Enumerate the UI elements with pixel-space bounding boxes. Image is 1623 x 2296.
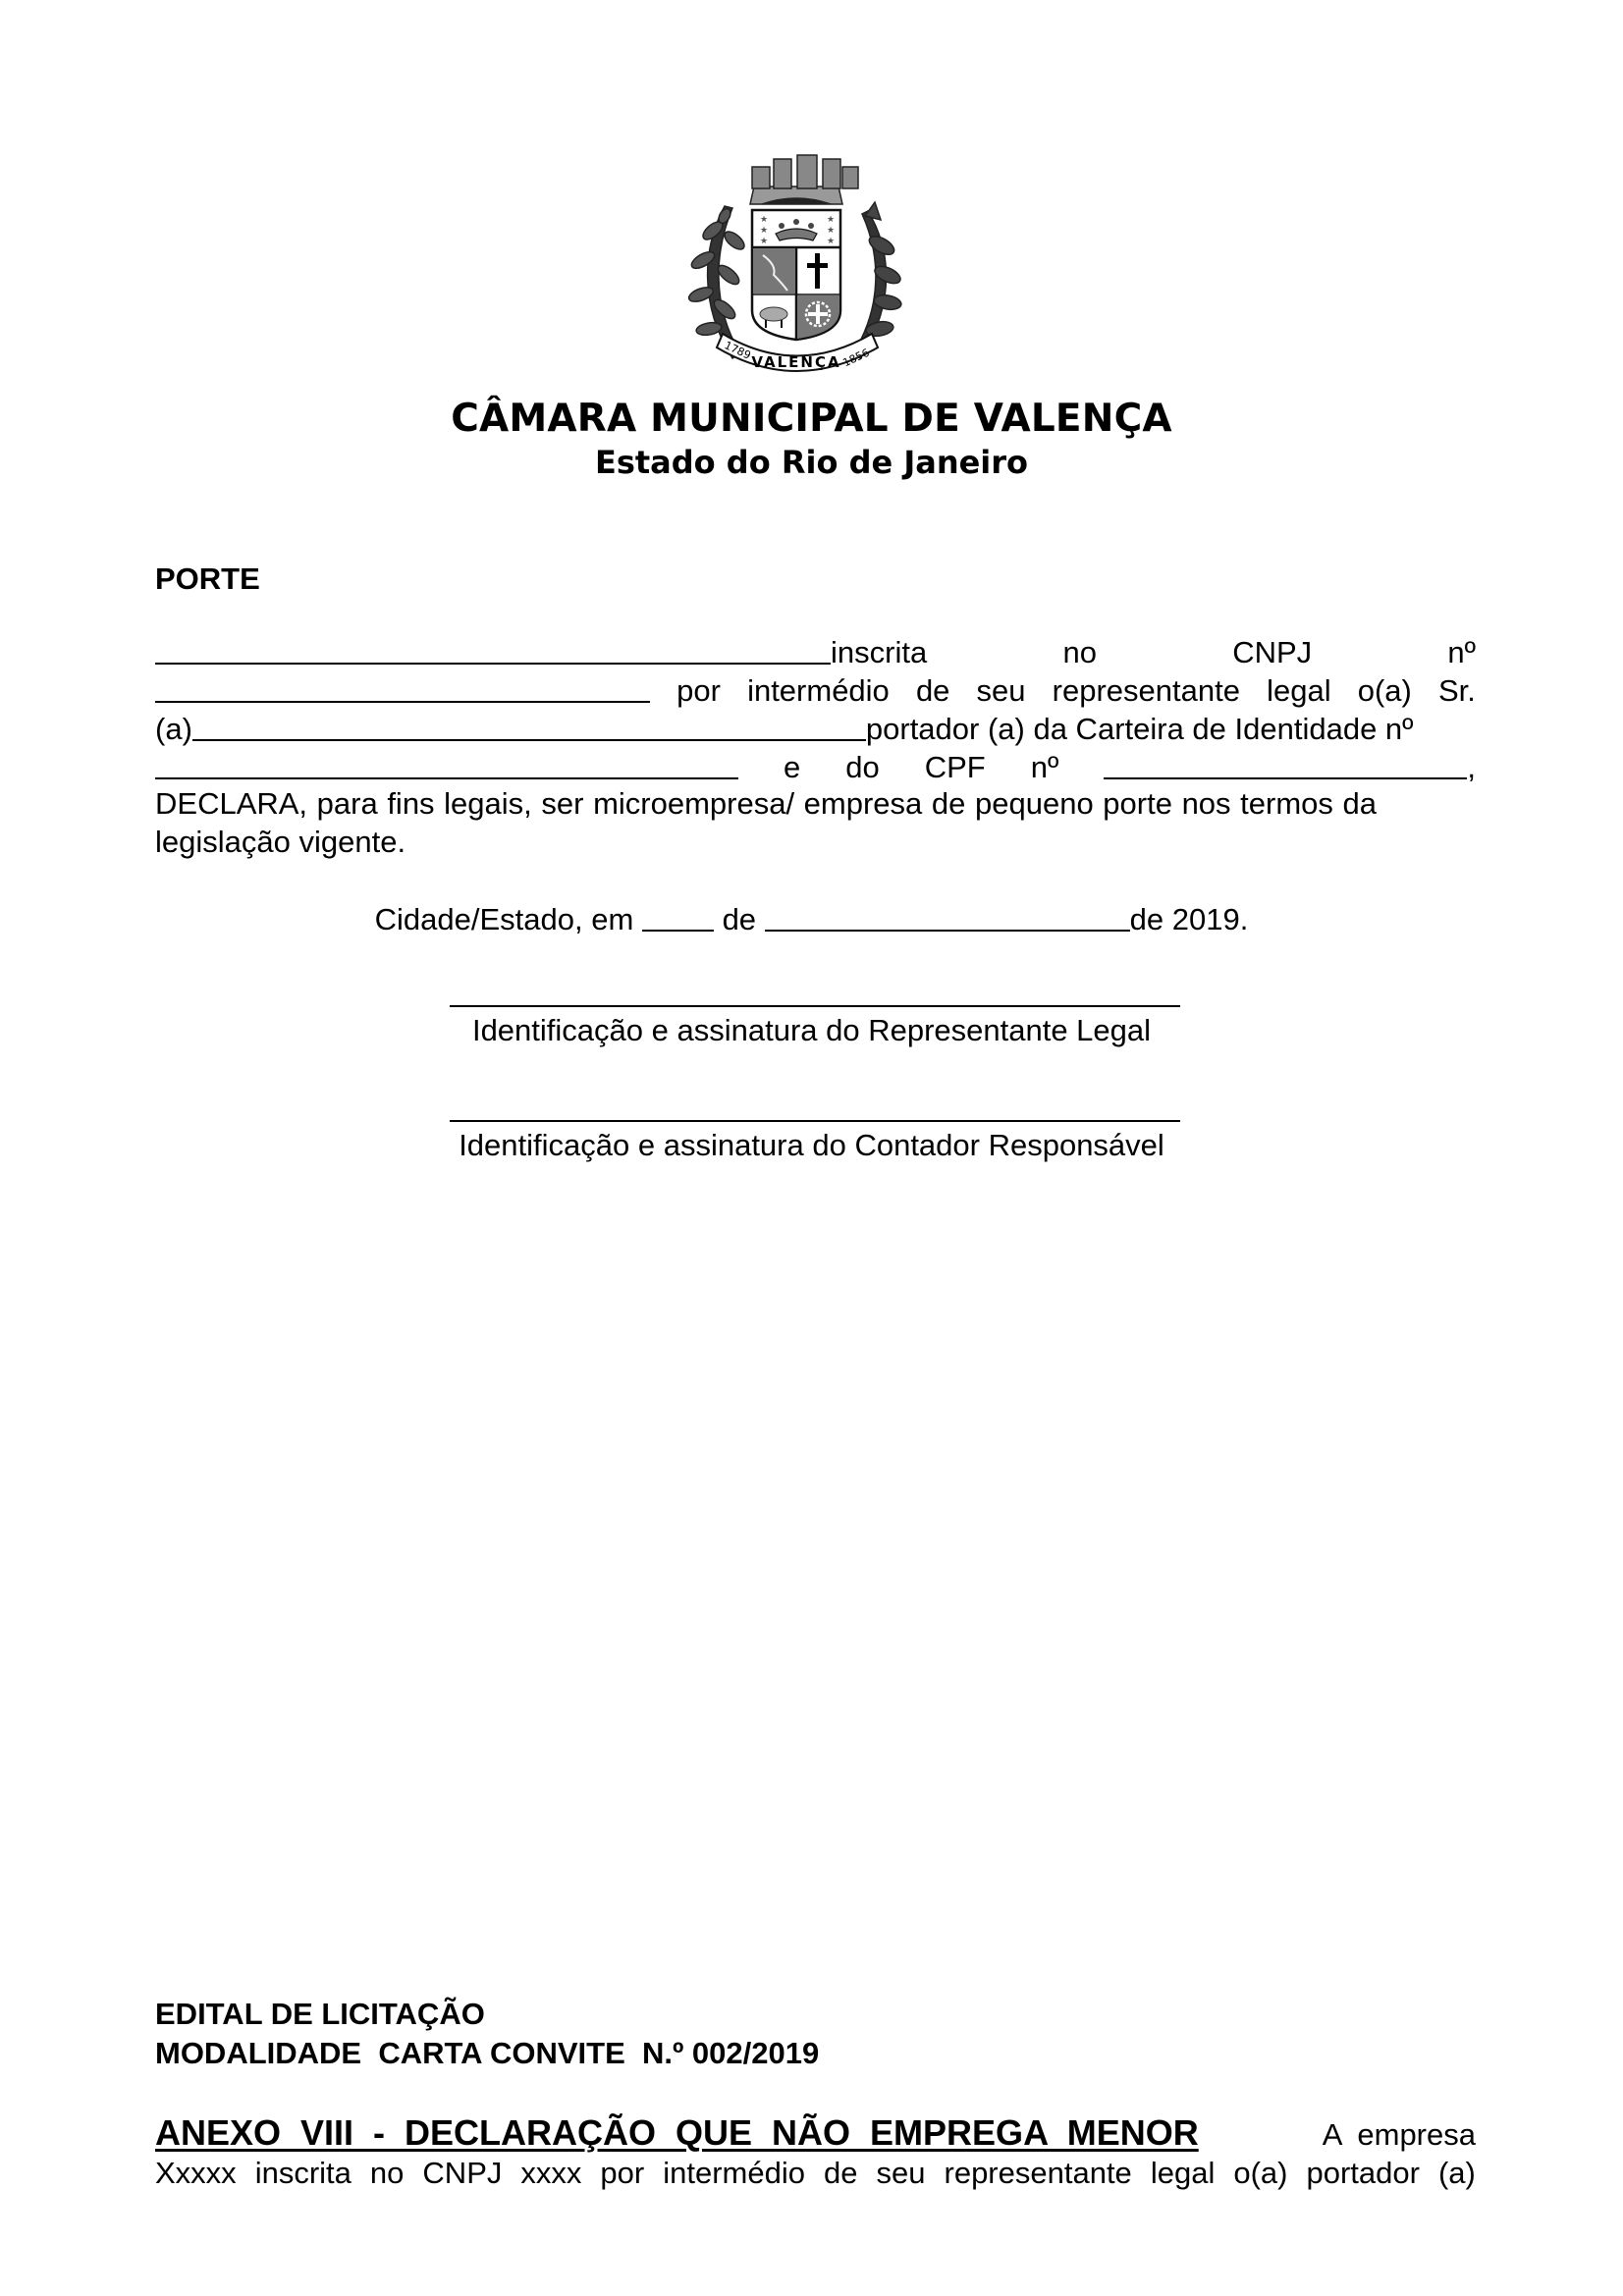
word: intermédio [663, 2156, 805, 2190]
svg-text:★: ★ [827, 236, 836, 245]
svg-text:★: ★ [827, 214, 836, 224]
word: Sr. [1437, 673, 1476, 708]
word: nº [1030, 750, 1059, 784]
anexo-line [155, 2112, 1476, 2154]
word: do [845, 750, 880, 784]
cnpj-field[interactable] [155, 671, 650, 703]
word: por [676, 673, 721, 708]
edital-heading: EDITAL DE LICITAÇÃO [155, 1997, 485, 2031]
word: por [600, 2156, 645, 2190]
word: xxxx [520, 2156, 582, 2190]
word: (a) [1437, 2156, 1476, 2190]
svg-text:★: ★ [760, 214, 769, 224]
word: Xxxxx [155, 2156, 237, 2190]
word: no [1062, 635, 1097, 669]
id-number-field[interactable] [155, 748, 738, 779]
ribbon-year-left: 1789 [722, 339, 753, 362]
institution-subtitle: Estado do Rio de Janeiro [594, 444, 1029, 481]
institution-title: CÂMARA MUNICIPAL DE VALENÇA [451, 397, 1172, 441]
date-line [0, 898, 1623, 938]
word: CNPJ [422, 2156, 503, 2190]
mural-crown-icon [750, 155, 858, 204]
porte-line-2 [155, 669, 1476, 708]
signature-label-accountant: Identificação e assinatura do Contador Responsável [459, 1128, 1164, 1162]
shield-icon [752, 210, 840, 340]
day-field[interactable] [642, 900, 714, 932]
word: nº [1447, 635, 1476, 669]
word: inscrita [831, 635, 928, 669]
word: seu [876, 2156, 926, 2190]
porte-line-1 [155, 631, 1476, 669]
company-name-field[interactable] [155, 633, 831, 665]
word: CNPJ [1232, 635, 1313, 669]
word: legal [1150, 2156, 1216, 2190]
word: de [915, 673, 950, 708]
word: e [784, 750, 801, 784]
word: legal [1267, 673, 1331, 708]
anexo-title: ANEXO VIII - DECLARAÇÃO QUE NÃO EMPREGA MENOR [155, 2112, 1199, 2153]
ribbon-year-right: 1856 [840, 346, 872, 370]
coat-of-arms-icon [664, 137, 929, 378]
word: o(a) [1357, 673, 1412, 708]
signature-line-accountant[interactable] [450, 1120, 1180, 1122]
ribbon-name: VALENÇA [751, 353, 841, 371]
svg-text:★: ★ [827, 225, 836, 235]
date-suffix: de 2019. [1129, 902, 1249, 936]
text: portador (a) da Carteira de Identidade nº [865, 712, 1414, 746]
date-prefix: Cidade/Estado, em [374, 902, 634, 936]
word: de [824, 2156, 858, 2190]
word: inscrita [254, 2156, 352, 2190]
comma: , [1467, 750, 1476, 784]
anexo-body-line [155, 2154, 1476, 2192]
section-heading-porte: PORTE [155, 561, 260, 596]
word: representante [1052, 673, 1240, 708]
word: seu [976, 673, 1026, 708]
word: o(a) [1233, 2156, 1288, 2190]
svg-text:★: ★ [760, 236, 769, 245]
word: no [369, 2156, 405, 2190]
signature-label-representative: Identificação e assinatura do Representante Legal [471, 1013, 1152, 1047]
word: intermédio [747, 673, 890, 708]
right-branch-icon [853, 202, 903, 358]
word: CPF [924, 750, 986, 784]
cpf-field[interactable] [1104, 748, 1467, 779]
porte-line-5 [155, 784, 1476, 823]
word: portador [1306, 2156, 1420, 2190]
month-field[interactable] [765, 900, 1130, 932]
date-middle: de [722, 902, 757, 936]
representative-name-field[interactable] [192, 710, 866, 741]
word: (a) [155, 712, 192, 746]
anexo-tail: A empresa [1322, 2117, 1476, 2152]
porte-line-3 [155, 708, 1476, 746]
declaration-text: legislação vigente. [155, 825, 406, 859]
modalidade-heading: MODALIDADE CARTA CONVITE N.º 002/2019 [155, 2036, 820, 2070]
declaration-text: DECLARA, para fins legais, ser microempresa/ empresa de pequeno porte nos termos da [155, 786, 1377, 821]
svg-text:★: ★ [760, 225, 769, 235]
word: representante [944, 2156, 1132, 2190]
left-branch-icon [687, 206, 747, 358]
porte-line-4 [155, 746, 1476, 784]
signature-line-representative[interactable] [450, 1005, 1180, 1007]
porte-line-6 [155, 823, 1476, 861]
